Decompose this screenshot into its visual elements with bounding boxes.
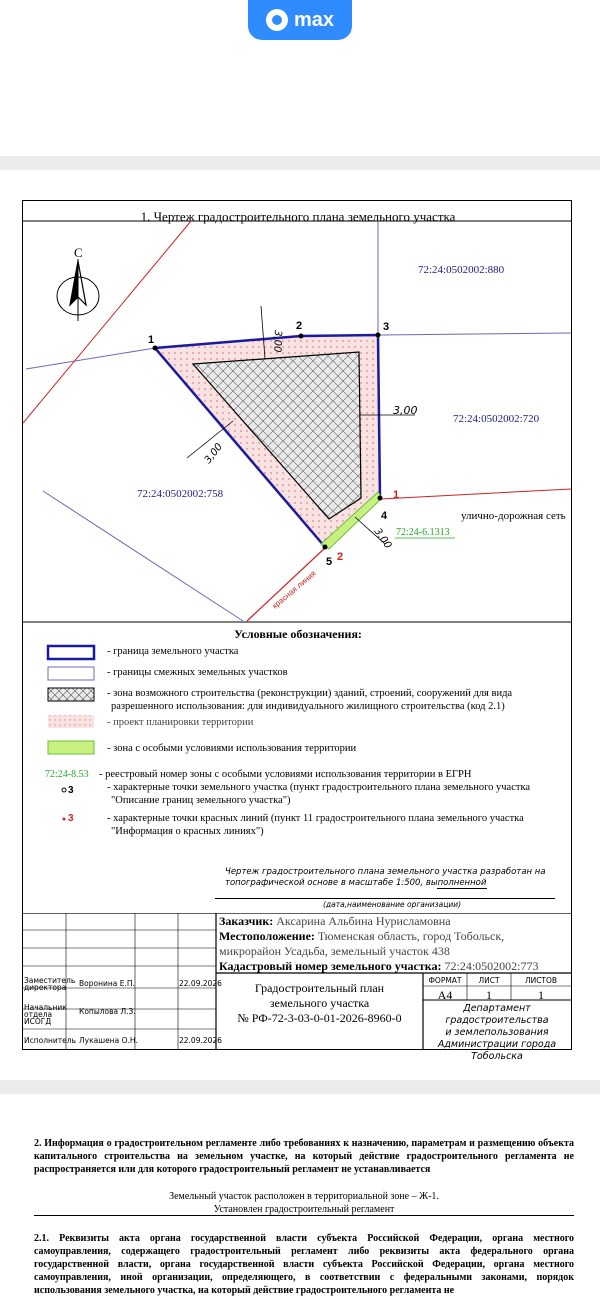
zone-line: Земельный участок расположен в территориальной зоне – Ж-1.	[169, 1191, 439, 1202]
row-name-3: Лукашена О.Н.	[79, 1036, 138, 1045]
legend-item-special-zone: - зона с особыми условиями использования территории	[107, 743, 357, 754]
point-label-5: 5	[326, 556, 333, 568]
red-line	[23, 221, 191, 423]
customer-value: Аксарина Альбина Нурисламовна	[276, 914, 451, 928]
legend-item-points: - характерные точки земельного участка (пункт градостроительного плана земельного участка	[107, 782, 531, 793]
sheet-header: ЛИСТ	[478, 976, 500, 985]
point-label-1: 1	[148, 334, 155, 346]
customer-line	[219, 914, 451, 929]
row-date-3: 22.09.2026	[179, 1036, 222, 1045]
legend-build-zone-symbol	[48, 688, 94, 701]
adjacent-boundary-line	[26, 348, 155, 369]
adjacent-boundary-line	[378, 333, 571, 335]
legend-red-point-num: 3	[68, 813, 74, 823]
org-line-1: Департамент градостроительства	[445, 1003, 549, 1026]
street-label: улично-дорожная сеть	[461, 510, 566, 522]
site-plan	[23, 201, 571, 623]
parcel-label-720: 72:24:0502002:720	[453, 413, 540, 425]
max-button[interactable]	[248, 0, 352, 40]
sheets-value: 1	[538, 988, 544, 1002]
drawing-sheet	[22, 200, 572, 1062]
format-header: ФОРМАТ	[428, 976, 462, 985]
adjacent-boundary-line	[43, 491, 243, 621]
legend-adjacent-symbol	[48, 667, 94, 680]
parcel-label-758: 72:24:0502002:758	[137, 488, 224, 500]
legend-project-symbol	[48, 715, 94, 728]
legend-item-boundary: - граница земельного участка	[107, 646, 239, 657]
dim-left: 3,00	[202, 441, 226, 466]
zone-code-label: 72:24-6.1313	[396, 527, 450, 538]
legend-special-zone-symbol	[48, 741, 94, 754]
row-name-1: Воронина Е.П.	[79, 979, 135, 988]
legend-red-point-icon	[63, 818, 66, 821]
legend-zone-code: 72:24-8.53	[45, 769, 89, 780]
org-line-2: и землепользования	[445, 1027, 549, 1038]
legend-item-build-zone-2: разрешенного использования: для индивидуального жилищного строительства (код 2.1)	[111, 701, 505, 712]
red-point-label-1: 1	[393, 489, 400, 501]
cadastral-value: 72:24:0502002:773	[444, 959, 539, 973]
legend-item-points-2: "Описание границ земельного участка")	[111, 795, 291, 806]
row-date-1: 22.09.2026	[179, 979, 222, 988]
section-2-heading: 2. Информация о градостроительном регламенте либо требованиях к назначению, параметрам и размещению объекта капитального строительства на земельном участке, на который действие градостроительного регламента не распространяется или для которого градостроительный регламент не устанавливается	[34, 1138, 574, 1175]
note-line-1: Чертеж градостроительного плана земельного участка разработан на	[225, 867, 546, 877]
cadastral-line	[219, 959, 539, 974]
format-value: А4	[437, 988, 453, 1002]
doc-number: № РФ-72-3-03-0-01-2026-8960-0	[237, 1011, 402, 1025]
parcel-label-880: 72:24:0502002:880	[418, 264, 505, 276]
legend-item-project: - проект планировки территории	[107, 717, 254, 728]
legend-title: Условные обозначения:	[234, 627, 362, 641]
dim-top: 3,00	[271, 329, 283, 353]
max-logo-icon	[266, 9, 288, 31]
doc-title	[216, 981, 423, 1026]
note-line-2: топографической основе в масштабе 1:500, выполненной	[225, 878, 487, 888]
note-blank	[437, 888, 487, 889]
sheet-title: 1. Чертеж градостроительного плана земельного участка	[140, 209, 456, 224]
page-gap-bottom	[0, 1080, 600, 1094]
note-rule	[215, 898, 555, 899]
row-role-1: Заместитель директора	[24, 976, 76, 992]
north-label: С	[74, 245, 83, 260]
red-line	[247, 547, 326, 621]
parcel-point	[376, 333, 381, 338]
location-value-2: микрорайон Усадьба, земельный участок 438	[219, 944, 450, 958]
parcel-point	[323, 545, 328, 550]
legend-boundary-symbol	[48, 646, 94, 659]
legend-item-red-points: - характерные точки красных линий (пункт 11 градостроительного плана земельного участка	[107, 813, 524, 824]
regl-line: Установлен градостроительный регламент	[213, 1204, 395, 1215]
sheet-value: 1	[486, 988, 492, 1002]
section-2-1: 2.1. Реквизиты акта органа государственной власти субъекта Российской Федерации, органа местного самоуправления, содержащего градостроительный регламент либо реквизиты акта федерального органа государственной власти, органа государственной власти субъекта Российской Федерации, органа местного самоуправления, иной организации, определяющего, в соответствии с федеральными законами, порядок использования земельного участка, на который действие градостроительного регламента не	[34, 1233, 574, 1296]
legend-point-icon	[62, 788, 66, 792]
parcel-point	[299, 334, 304, 339]
doc-title-2: земельного участка	[269, 996, 370, 1010]
location-label: Местоположение:	[219, 929, 315, 943]
cadastral-label: Кадастровый номер земельного участка:	[219, 959, 442, 973]
dim-right: 3,00	[393, 404, 418, 417]
location-line	[219, 929, 504, 944]
parcel-point	[153, 346, 158, 351]
max-label: max	[293, 8, 335, 31]
red-line	[380, 489, 571, 499]
red-line-label: красная линия	[270, 568, 318, 611]
row-name-2: Копылова Л.З.	[79, 1007, 136, 1016]
point-label-4: 4	[381, 510, 388, 522]
org-block	[423, 1003, 571, 1063]
legend-point-num: 3	[68, 785, 74, 796]
sheets-header: ЛИСТОВ	[524, 976, 558, 985]
dim-bottom: 3,00	[371, 526, 394, 551]
legend-item-adjacent: - границы смежных земельных участков	[107, 667, 288, 678]
legend-item-red-points-2: "Информация о красных линиях")	[111, 826, 264, 837]
point-label-3: 3	[383, 321, 390, 333]
red-point-label-2: 2	[337, 551, 344, 563]
doc-title-1: Градостроительный план	[254, 981, 385, 995]
point-label-2: 2	[296, 320, 303, 332]
page-gap-top	[0, 156, 600, 170]
regl-underline	[34, 1215, 574, 1216]
legend-item-build-zone: - зона возможного строительства (реконструкции) зданий, строений, сооружений для вида	[107, 688, 513, 699]
row-role-2: Начальник отдела ИСОГД	[24, 1003, 67, 1026]
row-role-3: Исполнитель	[24, 1036, 76, 1045]
customer-label: Заказчик:	[219, 914, 274, 928]
legend-item-zone-code: - реестровый номер зоны с особыми условиями использования территории в ЕГРН	[99, 769, 472, 780]
location-value-1: Тюменская область, город Тобольск,	[317, 929, 505, 943]
parcel-point	[378, 496, 383, 501]
org-line-3: Администрации города Тобольска	[437, 1039, 557, 1062]
note-line-3: (дата,наименование организации)	[323, 900, 462, 909]
